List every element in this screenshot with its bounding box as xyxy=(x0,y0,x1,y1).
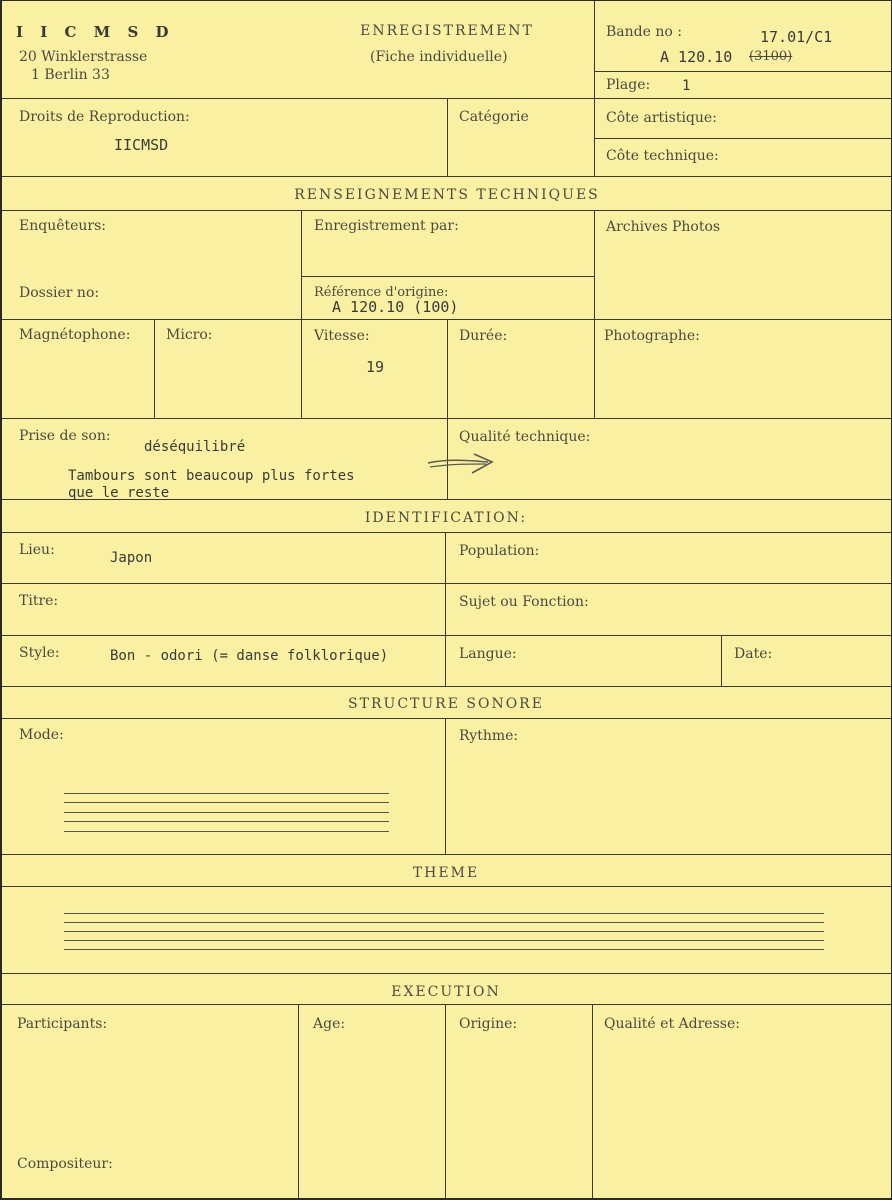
section-header-theme: THEME xyxy=(412,865,480,881)
rythme-label: Rythme: xyxy=(459,728,519,744)
dossier-label: Dossier no: xyxy=(19,285,100,301)
photographe-label: Photographe: xyxy=(604,328,700,344)
rule xyxy=(721,635,722,686)
staff-line xyxy=(64,793,389,794)
rule xyxy=(2,1004,891,1005)
reference-origine-value: A 120.10 (100) xyxy=(332,298,459,316)
sujet-label: Sujet ou Fonction: xyxy=(459,594,589,610)
arrow-icon xyxy=(426,451,498,477)
rule xyxy=(2,210,891,211)
prise-de-son-value-1: déséquilibré xyxy=(144,439,246,455)
staff-line xyxy=(64,831,389,832)
rule xyxy=(301,210,302,319)
cote-technique-label: Côte technique: xyxy=(606,148,719,164)
address-line-2: 1 Berlin 33 xyxy=(31,67,110,83)
population-label: Population: xyxy=(459,543,540,559)
bande-label: Bande no : xyxy=(606,24,682,40)
section-header-structure: STRUCTURE SONORE xyxy=(348,696,544,712)
section-header-techniques: RENSEIGNEMENTS TECHNIQUES xyxy=(294,187,600,203)
prise-de-son-value-3: que le reste xyxy=(68,485,170,501)
qualite-adresse-label: Qualité et Adresse: xyxy=(604,1016,740,1032)
age-label: Age: xyxy=(313,1016,346,1032)
prise-de-son-value-2: Tambours sont beaucoup plus fortes xyxy=(68,468,355,484)
style-value: Bon - odori (= danse folklorique) xyxy=(110,648,389,664)
rule xyxy=(592,1004,593,1198)
bande-value-2: A 120.10 xyxy=(660,48,733,66)
rule xyxy=(445,532,446,686)
lieu-value: Japon xyxy=(110,550,153,566)
section-header-execution: EXECUTION xyxy=(391,984,501,1000)
langue-label: Langue: xyxy=(459,646,517,662)
lieu-label: Lieu: xyxy=(19,542,55,558)
prise-de-son-label: Prise de son: xyxy=(19,428,111,444)
duree-label: Durée: xyxy=(459,328,508,344)
form-subtitle: (Fiche individuelle) xyxy=(370,49,508,65)
date-label: Date: xyxy=(734,646,773,662)
rule xyxy=(2,718,891,719)
staff-line xyxy=(64,940,824,941)
rule xyxy=(2,176,891,177)
rule xyxy=(445,1004,446,1198)
droits-label: Droits de Reproduction: xyxy=(19,109,190,125)
micro-label: Micro: xyxy=(166,327,213,343)
rule xyxy=(594,98,595,176)
staff-line xyxy=(64,922,824,923)
form-title: ENREGISTREMENT xyxy=(360,23,534,39)
bande-value: 17.01/C1 xyxy=(760,28,833,46)
archives-photos-label: Archives Photos xyxy=(606,219,721,235)
compositeur-label: Compositeur: xyxy=(17,1156,113,1172)
section-header-identification: IDENTIFICATION: xyxy=(364,510,528,526)
staff-line xyxy=(64,802,389,803)
rule xyxy=(445,718,446,854)
rule xyxy=(447,319,448,418)
categorie-label: Catégorie xyxy=(459,109,529,125)
rule xyxy=(2,635,891,636)
vitesse-label: Vitesse: xyxy=(314,328,370,344)
org-logo: I I C M S D xyxy=(16,23,175,41)
titre-label: Titre: xyxy=(19,593,59,609)
rule xyxy=(2,583,891,584)
plage-value: 1 xyxy=(682,78,691,94)
record-card xyxy=(2,1,891,1198)
qualite-technique-label: Qualité technique: xyxy=(459,429,591,445)
bande-struck-value: (3100) xyxy=(749,49,793,64)
plage-label: Plage: xyxy=(606,77,651,93)
rule xyxy=(594,71,891,72)
origine-label: Origine: xyxy=(459,1016,518,1032)
vitesse-value: 19 xyxy=(366,358,385,376)
magnetophone-label: Magnétophone: xyxy=(19,327,131,343)
cote-artistique-label: Côte artistique: xyxy=(606,110,717,126)
mode-label: Mode: xyxy=(19,727,64,743)
staff-line xyxy=(64,821,389,822)
rule xyxy=(594,210,595,319)
rule xyxy=(298,1004,299,1198)
rule xyxy=(2,686,891,687)
rule xyxy=(154,319,155,418)
rule xyxy=(2,973,891,974)
staff-line xyxy=(64,949,824,950)
staff-line xyxy=(64,812,389,813)
rule xyxy=(301,276,594,277)
rule xyxy=(2,886,891,887)
reference-origine-label: Référence d'origine: xyxy=(314,285,449,300)
staff-line xyxy=(64,931,824,932)
enqueteurs-label: Enquêteurs: xyxy=(19,218,107,234)
rule xyxy=(447,98,448,176)
participants-label: Participants: xyxy=(17,1016,108,1032)
style-label: Style: xyxy=(19,645,60,661)
rule xyxy=(301,319,302,418)
rule xyxy=(594,1,595,98)
staff-line xyxy=(64,913,824,914)
enregistrement-par-label: Enregistrement par: xyxy=(314,218,459,234)
rule xyxy=(594,138,891,139)
droits-value: IICMSD xyxy=(114,136,169,154)
address-line-1: 20 Winklerstrasse xyxy=(19,49,148,65)
rule xyxy=(2,854,891,855)
rule xyxy=(2,532,891,533)
rule xyxy=(594,319,595,418)
